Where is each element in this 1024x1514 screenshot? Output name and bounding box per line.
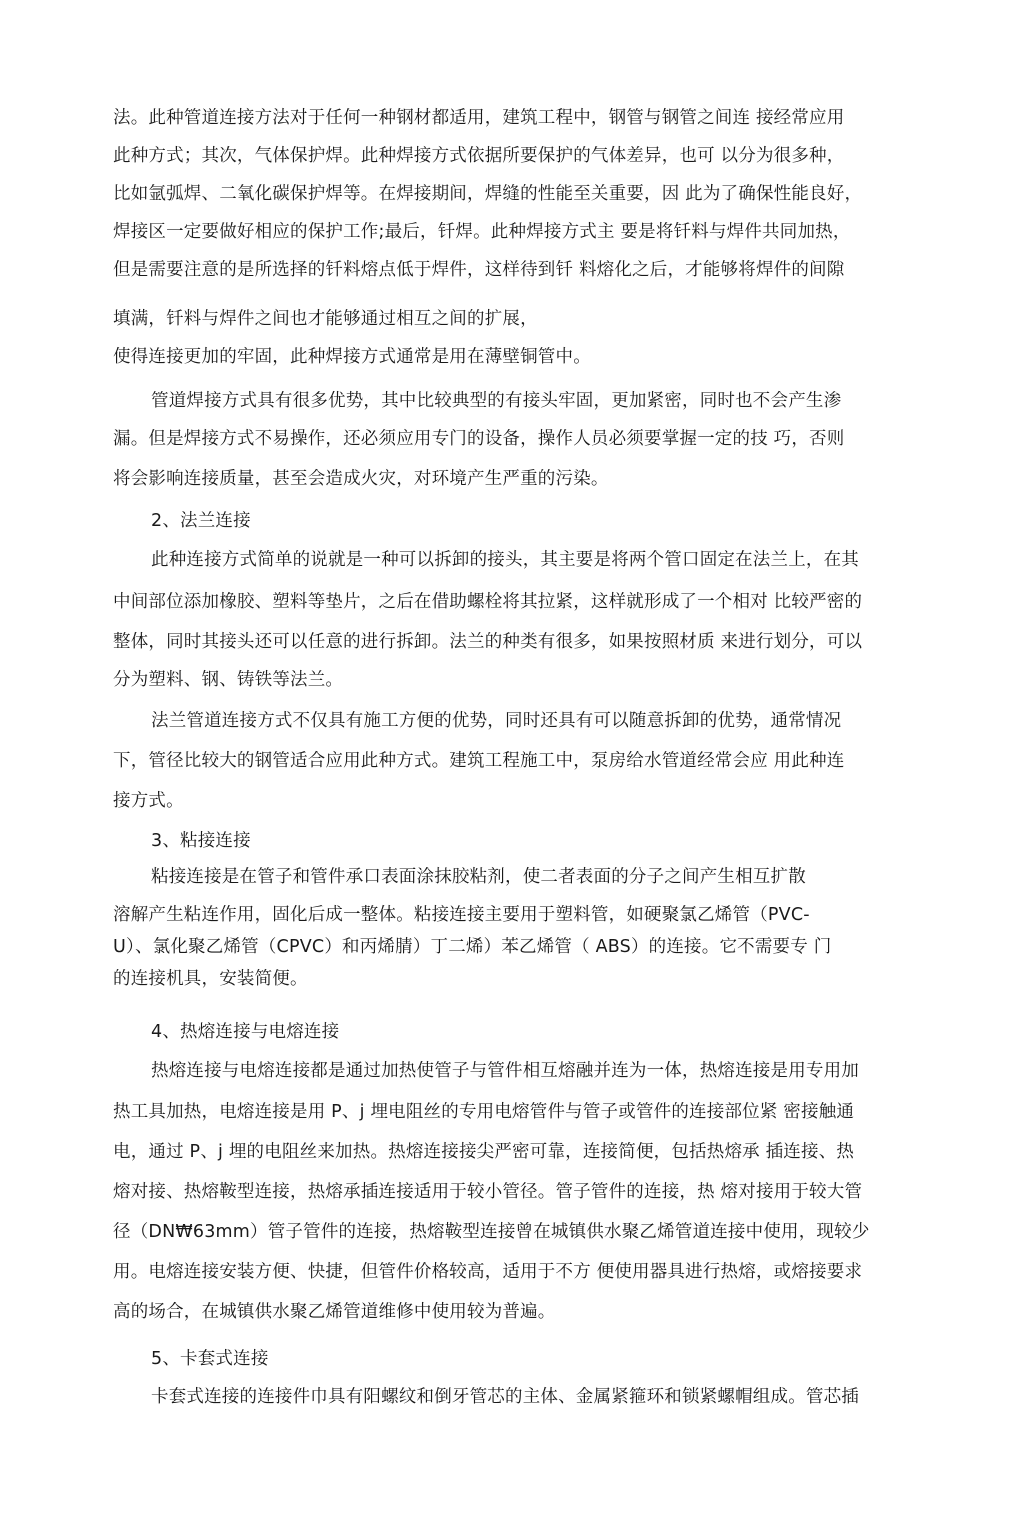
text-line: 整体，同时其接头还可以任意的进行拆卸。法兰的种类有很多，如果按照材质 来进行划分，可以 xyxy=(113,632,863,652)
paragraph-first-line: 热熔连接与电熔连接都是通过加热使管子与管件相互熔融并连为一体，热熔连接是用专用加 xyxy=(151,1061,859,1081)
text-line: 比如氩弧焊、二氧化碳保护焊等。在焊接期间，焊缝的性能至关重要，因 此为了确保性能良好， xyxy=(113,184,863,204)
text-line: 高的场合，在城镇供水聚乙烯管道维修中使用较为普遍。 xyxy=(113,1302,556,1322)
text-line: 电，通过 P、j 埋的电阻丝来加热。热熔连接接尖严密可靠，连接简便，包括热熔承 插连接、热 xyxy=(113,1142,855,1162)
text-line: 径（DN₩63mm）管子管件的连接，热熔鞍型连接曾在城镇供水聚乙烯管道连接中使用，现较少 xyxy=(113,1222,870,1242)
section-heading: 5、卡套式连接 xyxy=(151,1349,269,1369)
paragraph-first-line: 卡套式连接的连接件巾具有阳螺纹和倒牙管芯的主体、金属紧箍环和锁紧螺帽组成。管芯插 xyxy=(151,1387,859,1407)
text-line: 法。此种管道连接方法对于任何一种钢材都适用，建筑工程中，钢管与钢管之间连 接经常应用 xyxy=(113,108,845,128)
text-line: U）、氯化聚乙烯管（CPVC）和丙烯腈）丁二烯）苯乙烯管（ ABS）的连接。它不需要专 门 xyxy=(113,937,832,957)
paragraph-first-line: 管道焊接方式具有很多优势，其中比较典型的有接头牢固，更加紧密，同时也不会产生渗 xyxy=(151,391,842,411)
text-line: 漏。但是焊接方式不易操作，还必须应用专门的设备，操作人员必须要掌握一定的技 巧，否则 xyxy=(113,429,845,449)
paragraph-first-line: 此种连接方式简单的说就是一种可以拆卸的接头，其主要是将两个管口固定在法兰上，在其 xyxy=(151,550,859,570)
text-line: 中间部位添加橡胶、塑料等垫片，之后在借助螺栓将其拉紧，这样就形成了一个相对 比较严密的 xyxy=(113,592,863,612)
section-heading: 3、粘接连接 xyxy=(151,831,251,851)
text-line: 熔对接、热熔鞍型连接，热熔承插连接适用于较小管径。管子管件的连接，热 熔对接用于较大管 xyxy=(113,1182,863,1202)
section-heading: 4、热熔连接与电熔连接 xyxy=(151,1022,340,1042)
text-line: 的连接机具，安装简便。 xyxy=(113,969,308,989)
paragraph-first-line: 粘接连接是在管子和管件承口表面涂抹胶粘剂，使二者表面的分子之间产生相互扩散 xyxy=(151,867,806,887)
text-line: 将会影响连接质量，甚至会造成火灾，对环境产生严重的污染。 xyxy=(113,469,609,489)
text-line: 填满，钎料与焊件之间也才能够通过相互之间的扩展， xyxy=(113,309,538,329)
text-line: 但是需要注意的是所选择的钎料熔点低于焊件，这样待到钎 料熔化之后，才能够将焊件的间隙 xyxy=(113,260,845,280)
text-line: 溶解产生粘连作用，固化后成一整体。粘接连接主要用于塑料管，如硬聚氯乙烯管（PVC- xyxy=(113,905,810,925)
text-line: 接方式。 xyxy=(113,791,184,811)
paragraph-first-line: 法兰管道连接方式不仅具有施工方便的优势，同时还具有可以随意拆卸的优势，通常情况 xyxy=(151,711,842,731)
text-line: 分为塑料、钢、铸铁等法兰。 xyxy=(113,670,344,690)
text-line: 使得连接更加的牢固，此种焊接方式通常是用在薄壁铜管中。 xyxy=(113,347,591,367)
text-line: 此种方式；其次，气体保护焊。此种焊接方式依据所要保护的气体差异，也可 以分为很多种， xyxy=(113,146,845,166)
section-heading: 2、法兰连接 xyxy=(151,511,251,531)
text-line: 焊接区一定要做好相应的保护工作;最后，钎焊。此种焊接方式主 要是将钎料与焊件共同加热， xyxy=(113,222,851,242)
text-line: 下，管径比较大的钢管适合应用此种方式。建筑工程施工中，泵房给水管道经常会应 用此种连 xyxy=(113,751,845,771)
text-line: 用。电熔连接安装方便、快捷，但管件价格较高，适用于不方 便使用器具进行热熔，或熔接要求 xyxy=(113,1262,863,1282)
text-line: 热工具加热，电熔连接是用 P、j 埋电阻丝的专用电熔管件与管子或管件的连接部位紧 密接触通 xyxy=(113,1102,855,1122)
